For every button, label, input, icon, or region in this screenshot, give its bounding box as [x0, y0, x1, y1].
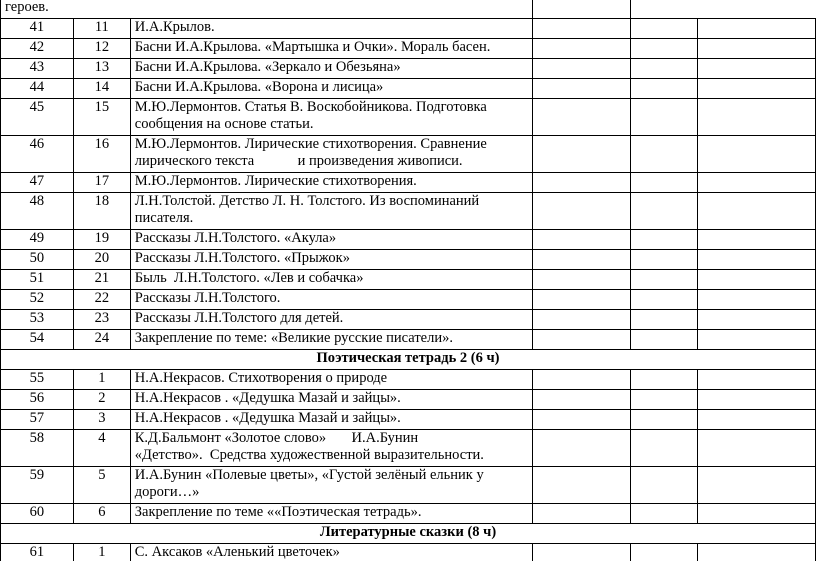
empty-cell	[698, 230, 816, 250]
row-number: 57	[1, 410, 74, 430]
empty-cell	[631, 136, 698, 173]
table-row-fragment	[1, 0, 816, 19]
empty-cell	[631, 310, 698, 330]
empty-cell	[698, 19, 816, 39]
table-row	[1, 430, 816, 467]
table-row	[1, 230, 816, 250]
table-row	[1, 410, 816, 430]
empty-cell	[631, 504, 698, 524]
table-row	[1, 390, 816, 410]
lesson-topic: Басни И.А.Крылова. «Зеркало и Обезьяна»	[130, 59, 532, 79]
empty-cell	[698, 99, 816, 136]
empty-cell	[698, 173, 816, 193]
empty-cell	[698, 544, 816, 562]
empty-cell	[532, 39, 631, 59]
empty-cell	[631, 330, 698, 350]
table-row	[1, 99, 816, 136]
lesson-topic: Рассказы Л.Н.Толстого.	[130, 290, 532, 310]
lesson-topic: Н.А.Некрасов . «Дедушка Мазай и зайцы».	[130, 390, 532, 410]
empty-cell	[532, 173, 631, 193]
empty-cell	[698, 136, 816, 173]
empty-cell	[698, 59, 816, 79]
empty-cell	[631, 390, 698, 410]
lesson-topic: И.А.Крылов.	[130, 19, 532, 39]
table-row	[1, 270, 816, 290]
empty-cell	[698, 430, 816, 467]
row-number: 43	[1, 59, 74, 79]
lesson-number: 23	[73, 310, 130, 330]
lesson-number: 18	[73, 193, 130, 230]
lesson-number: 5	[73, 467, 130, 504]
empty-cell	[698, 290, 816, 310]
row-number: 55	[1, 370, 74, 390]
lesson-topic: М.Ю.Лермонтов. Лирические стихотворения.	[130, 173, 532, 193]
empty-cell	[532, 59, 631, 79]
lesson-number: 22	[73, 290, 130, 310]
empty-cell	[698, 270, 816, 290]
lesson-topic: Басни И.А.Крылова. «Мартышка и Очки». Мораль басен.	[130, 39, 532, 59]
empty-cell	[532, 330, 631, 350]
row-number: 50	[1, 250, 74, 270]
row-number: 47	[1, 173, 74, 193]
empty-cell	[631, 467, 698, 504]
lesson-topic: С. Аксаков «Аленький цветочек»	[130, 544, 532, 562]
empty-cell	[631, 290, 698, 310]
empty-cell	[532, 19, 631, 39]
empty-cell	[631, 430, 698, 467]
row-number: 59	[1, 467, 74, 504]
lesson-topic: Рассказы Л.Н.Толстого. «Акула»	[130, 230, 532, 250]
lesson-topic: Рассказы Л.Н.Толстого. «Прыжок»	[130, 250, 532, 270]
lesson-number: 17	[73, 173, 130, 193]
row-number: 58	[1, 430, 74, 467]
row-number: 53	[1, 310, 74, 330]
lesson-number: 13	[73, 59, 130, 79]
row-number: 41	[1, 19, 74, 39]
empty-cell	[698, 310, 816, 330]
row-number: 48	[1, 193, 74, 230]
lesson-number: 3	[73, 410, 130, 430]
empty-cell	[698, 467, 816, 504]
lesson-number: 6	[73, 504, 130, 524]
empty-cell	[631, 79, 698, 99]
empty-cell	[532, 504, 631, 524]
empty-cell	[631, 410, 698, 430]
empty-cell	[532, 370, 631, 390]
lesson-topic: Н.А.Некрасов. Стихотворения о природе	[130, 370, 532, 390]
empty-cell	[532, 230, 631, 250]
lesson-number: 20	[73, 250, 130, 270]
table-row	[1, 79, 816, 99]
lesson-topic: Быль Л.Н.Толстого. «Лев и собачка»	[130, 270, 532, 290]
empty-cell	[698, 193, 816, 230]
lesson-number: 24	[73, 330, 130, 350]
empty-cell	[698, 39, 816, 59]
lesson-number: 1	[73, 544, 130, 562]
table-row	[1, 290, 816, 310]
table-row	[1, 39, 816, 59]
row-number: 45	[1, 99, 74, 136]
empty-cell	[698, 390, 816, 410]
row-number: 60	[1, 504, 74, 524]
fragment-cell: героев.	[1, 0, 533, 19]
row-number: 46	[1, 136, 74, 173]
table-row	[1, 310, 816, 330]
empty-cell	[532, 430, 631, 467]
empty-cell	[631, 193, 698, 230]
lesson-topic: Закрепление по теме ««Поэтическая тетрадь».	[130, 504, 532, 524]
empty-cell	[532, 193, 631, 230]
empty-cell	[532, 270, 631, 290]
row-number: 54	[1, 330, 74, 350]
lesson-number: 19	[73, 230, 130, 250]
row-number: 44	[1, 79, 74, 99]
lesson-number: 4	[73, 430, 130, 467]
lesson-topic: И.А.Бунин «Полевые цветы», «Густой зелёный ельник у дороги…»	[130, 467, 532, 504]
section-row	[1, 350, 816, 370]
empty-cell	[631, 99, 698, 136]
lesson-number: 1	[73, 370, 130, 390]
lesson-number: 12	[73, 39, 130, 59]
empty-cell	[532, 410, 631, 430]
lesson-topic: Басни И.А.Крылова. «Ворона и лисица»	[130, 79, 532, 99]
table-row	[1, 370, 816, 390]
section-heading: Поэтическая тетрадь 2 (6 ч)	[1, 350, 816, 370]
row-number: 56	[1, 390, 74, 410]
lesson-number: 21	[73, 270, 130, 290]
empty-cell	[631, 544, 698, 562]
lesson-topic: Н.А.Некрасов . «Дедушка Мазай и зайцы».	[130, 410, 532, 430]
empty-cell	[532, 544, 631, 562]
table-row	[1, 504, 816, 524]
table-row	[1, 467, 816, 504]
table-row	[1, 136, 816, 173]
lesson-number: 14	[73, 79, 130, 99]
empty-cell	[532, 290, 631, 310]
table-row	[1, 173, 816, 193]
lesson-number: 2	[73, 390, 130, 410]
empty-cell	[532, 79, 631, 99]
lesson-plan-body	[1, 0, 816, 561]
empty-cell	[631, 270, 698, 290]
empty-cell	[631, 173, 698, 193]
empty-cell	[631, 59, 698, 79]
empty-cell	[532, 99, 631, 136]
lesson-topic: М.Ю.Лермонтов. Статья В. Воскобойникова. Подготовка сообщения на основе статьи.	[130, 99, 532, 136]
table-row	[1, 330, 816, 350]
empty-cell	[532, 250, 631, 270]
lesson-topic: М.Ю.Лермонтов. Лирические стихотворения. Сравнение лирического текста и произведения живописи.	[130, 136, 532, 173]
empty-cell	[532, 390, 631, 410]
empty-cell	[532, 136, 631, 173]
lesson-number: 16	[73, 136, 130, 173]
empty-cell	[532, 0, 631, 19]
lesson-topic: Рассказы Л.Н.Толстого для детей.	[130, 310, 532, 330]
empty-cell	[698, 250, 816, 270]
table-row	[1, 19, 816, 39]
row-number: 61	[1, 544, 74, 562]
section-heading: Литературные сказки (8 ч)	[1, 524, 816, 544]
table-row	[1, 544, 816, 562]
empty-cell	[631, 230, 698, 250]
row-number: 42	[1, 39, 74, 59]
empty-cell	[698, 504, 816, 524]
row-number: 49	[1, 230, 74, 250]
row-number: 52	[1, 290, 74, 310]
empty-cell	[698, 370, 816, 390]
row-number: 51	[1, 270, 74, 290]
table-row	[1, 193, 816, 230]
empty-cell	[631, 19, 698, 39]
blank-area	[631, 0, 816, 19]
lesson-topic: К.Д.Бальмонт «Золотое слово» И.А.Бунин «Детство». Средства художественной выразительности.	[130, 430, 532, 467]
table-row	[1, 59, 816, 79]
table-row	[1, 250, 816, 270]
empty-cell	[698, 410, 816, 430]
lesson-topic: Л.Н.Толстой. Детство Л. Н. Толстого. Из воспоминаний писателя.	[130, 193, 532, 230]
lesson-topic: Закрепление по теме: «Великие русские писатели».	[130, 330, 532, 350]
lesson-number: 15	[73, 99, 130, 136]
empty-cell	[698, 79, 816, 99]
empty-cell	[698, 330, 816, 350]
empty-cell	[631, 370, 698, 390]
section-row	[1, 524, 816, 544]
empty-cell	[532, 467, 631, 504]
empty-cell	[631, 250, 698, 270]
empty-cell	[532, 310, 631, 330]
empty-cell	[631, 39, 698, 59]
lesson-number: 11	[73, 19, 130, 39]
